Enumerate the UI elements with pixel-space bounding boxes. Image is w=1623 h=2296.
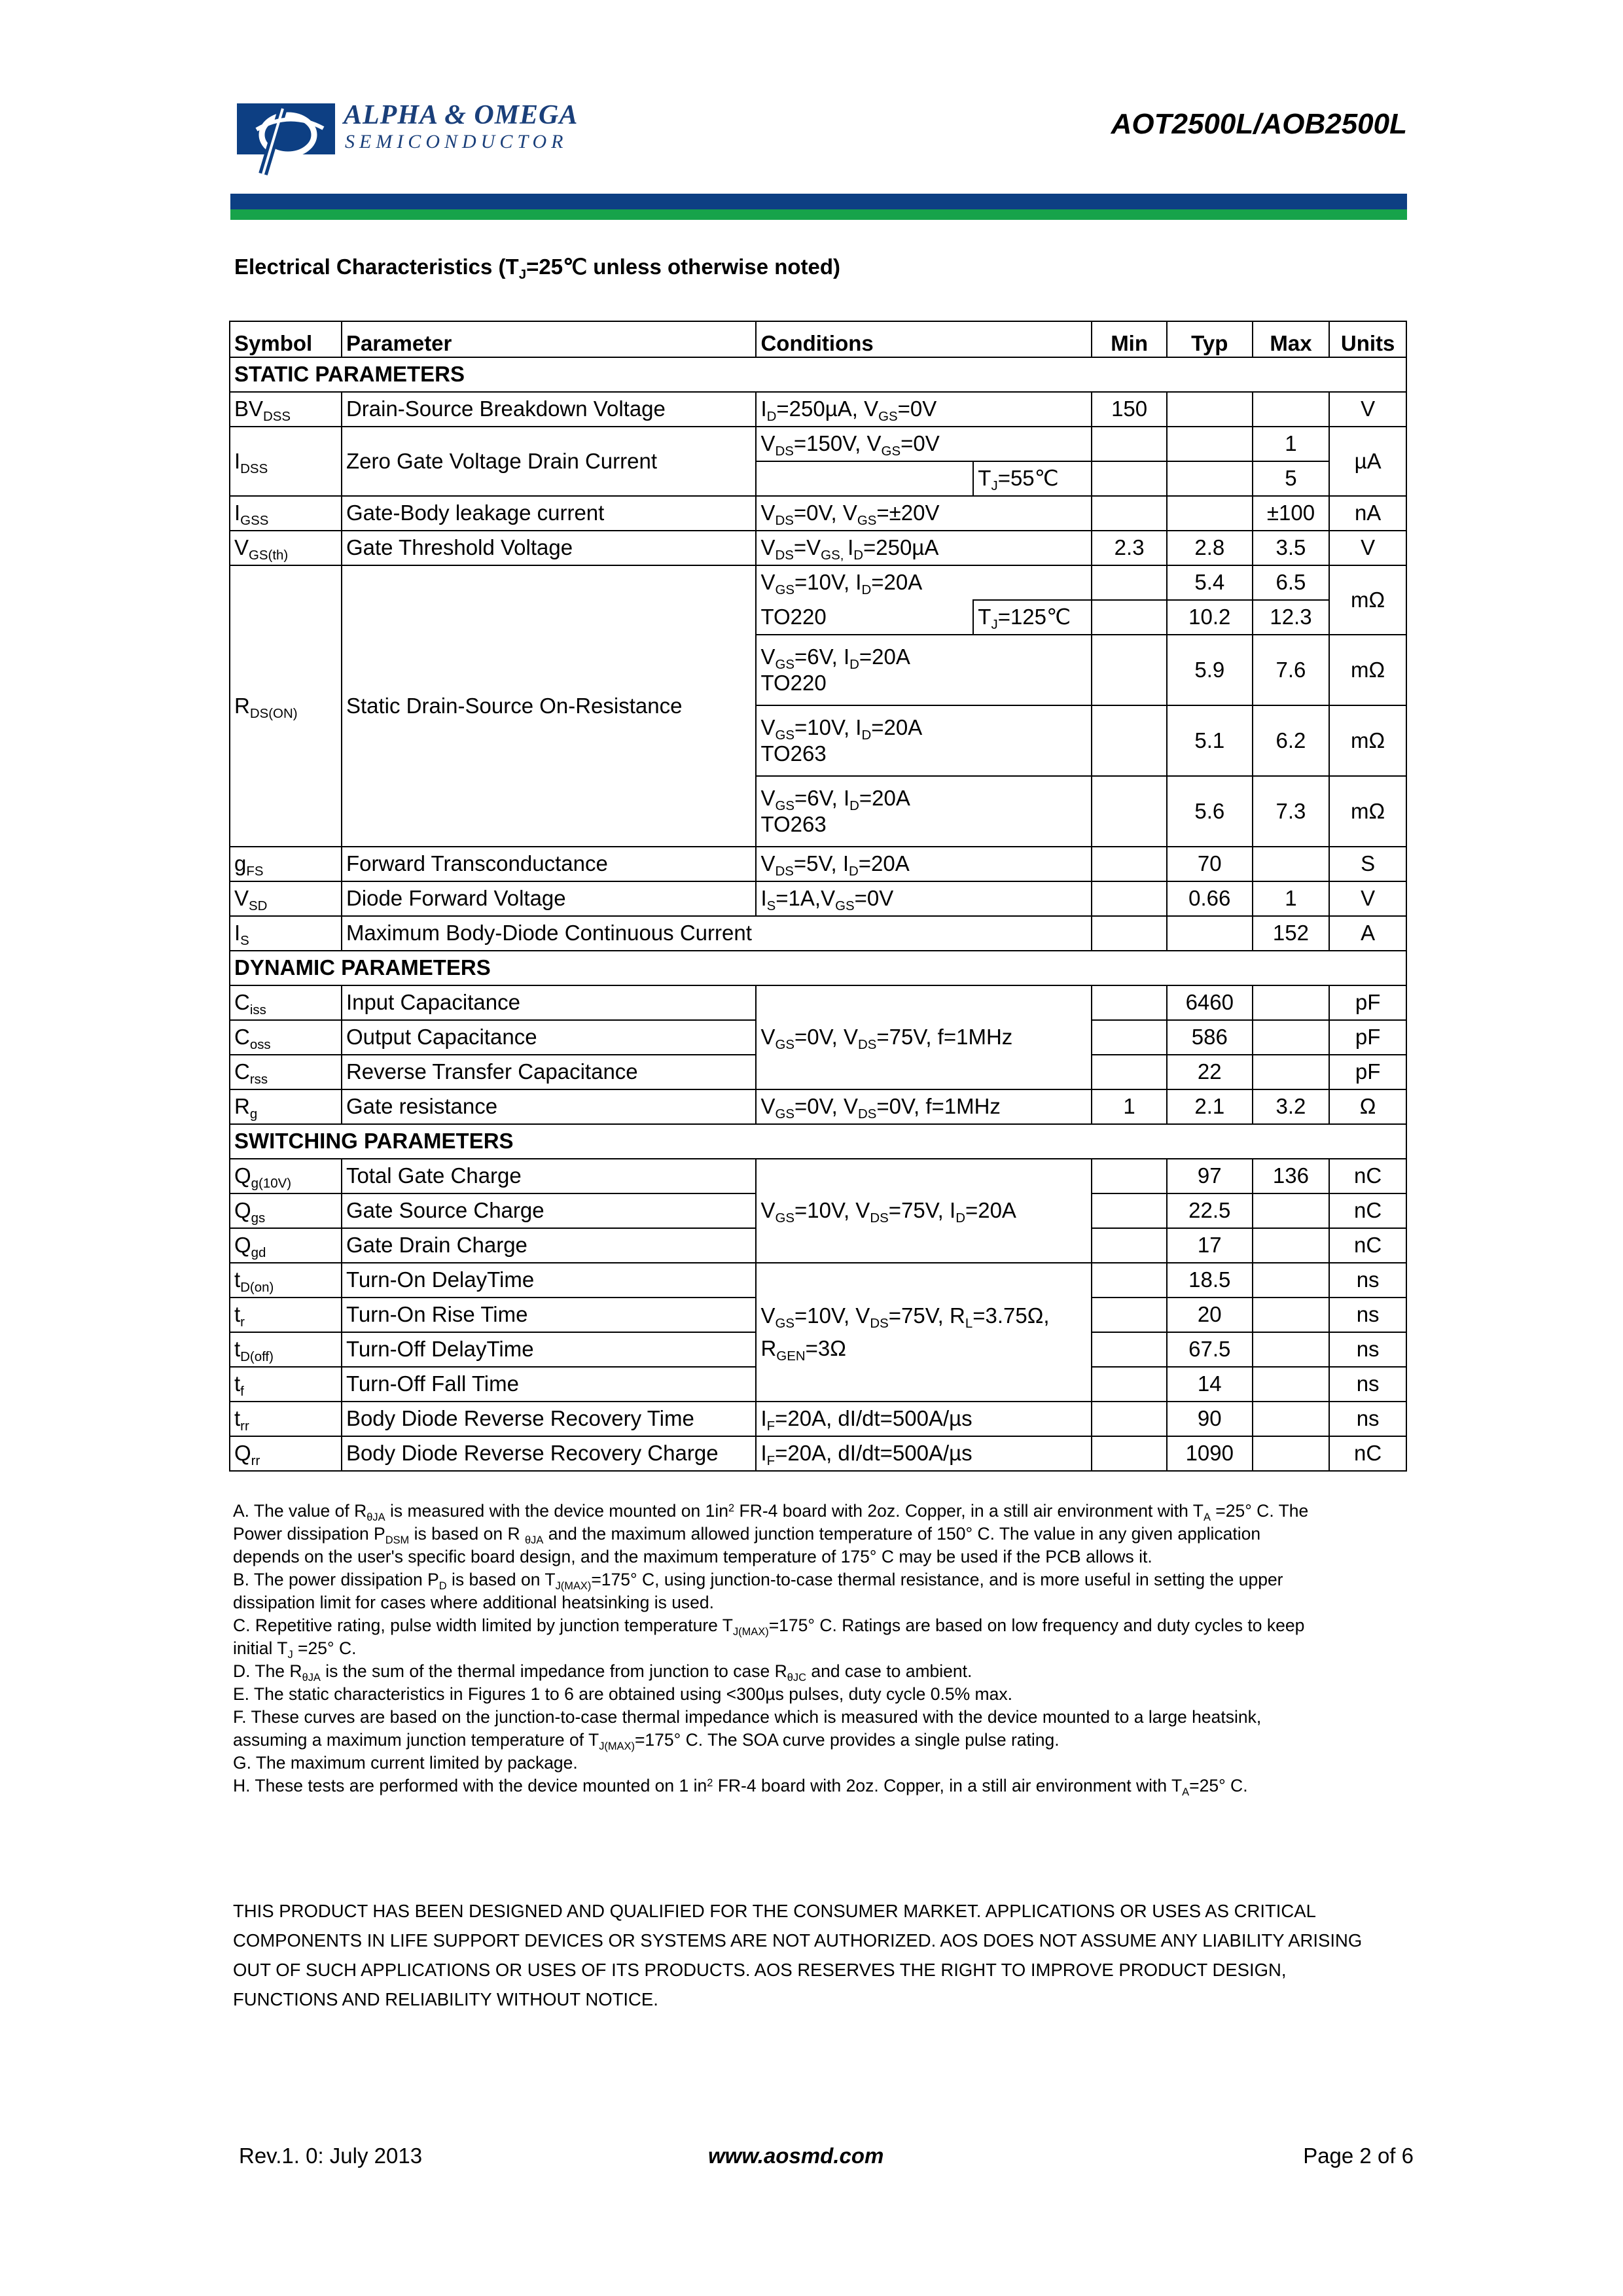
parameter-cell: Input Capacitance [342, 985, 757, 1020]
typ-cell: 14 [1167, 1367, 1253, 1402]
conditions-cell: $V_{GS}=10V$, $V_{DS}=75V$, $R_L=3.75\Omega$, $R_{GEN}=3\Omega$ [756, 1263, 1092, 1402]
parameter-cell: Body Diode Reverse Recovery Charge [342, 1436, 757, 1471]
note-a-line-2: Power dissipation $P_{DSM}$ is based on R $_{\theta JA}$ and the maximum allowed junction temperature of 150° C. The value in any given application [233, 1524, 1261, 1546]
max-cell [1253, 847, 1330, 881]
conditions-cell: $V_{GS}=0V$, $V_{DS}=75V$, f=1MHz [756, 985, 1092, 1089]
units-cell: pF [1329, 1055, 1406, 1089]
min-cell [1092, 565, 1167, 600]
max-cell [1253, 1020, 1330, 1055]
symbol-cell: $C_{iss}$ [230, 985, 342, 1020]
units-cell: S [1329, 847, 1406, 881]
conditions-package-cell: TO220 [756, 670, 1092, 705]
header-max: Max [1253, 321, 1330, 357]
parameter-cell: Body Diode Reverse Recovery Time [342, 1402, 757, 1436]
parameter-cell: Forward Transconductance [342, 847, 757, 881]
symbol-cell: $t_{D(off)}$ [230, 1332, 342, 1367]
symbol-cell: $I_{DSS}$ [230, 427, 342, 496]
footer-page-number: Page 2 of 6 [1303, 2144, 1414, 2168]
units-cell: A [1329, 916, 1406, 951]
typ-cell: 5.4 [1167, 565, 1253, 600]
typ-cell: 90 [1167, 1402, 1253, 1436]
conditions-temp-cell: $T_J=55℃$ [973, 461, 1092, 496]
units-cell: mΩ [1329, 565, 1406, 635]
conditions-cell: $V_{GS}=6V$, $I_D=20A$ [756, 776, 1092, 811]
typ-cell: 22.5 [1167, 1193, 1253, 1228]
typ-cell: 67.5 [1167, 1332, 1253, 1367]
max-cell [1253, 1298, 1330, 1332]
symbol-cell: $t_{rr}$ [230, 1402, 342, 1436]
disclaimer-line: THIS PRODUCT HAS BEEN DESIGNED AND QUALIFIED FOR THE CONSUMER MARKET. APPLICATIONS OR USES AS CRITICAL [233, 1901, 1316, 1921]
max-cell [1253, 1228, 1330, 1263]
max-cell: 152 [1253, 916, 1330, 951]
note-a-line-3: depends on the user's specific board design, and the maximum temperature of 175° C may be used if the PCB allows it. [233, 1547, 1152, 1566]
min-cell [1092, 496, 1167, 531]
parameter-cell: Static Drain-Source On-Resistance [342, 565, 757, 847]
symbol-cell: $t_f$ [230, 1367, 342, 1402]
typ-cell [1167, 427, 1253, 461]
table-row-igss [230, 496, 1406, 531]
symbol-cell: $t_{D(on)}$ [230, 1263, 342, 1298]
typ-cell: 70 [1167, 847, 1253, 881]
typ-cell: 17 [1167, 1228, 1253, 1263]
max-cell: 7.3 [1253, 776, 1330, 847]
symbol-cell: $C_{rss}$ [230, 1055, 342, 1089]
note-b-line-1: B. The power dissipation $P_D$ is based on $T_{J(MAX)}=175^\circ$ C, using junction-to-case thermal resistance, and is more useful in setting the upper [233, 1570, 1283, 1592]
max-cell: 6.2 [1253, 705, 1330, 776]
part-number-title: AOT2500L/AOB2500L [1111, 108, 1407, 140]
table-row-tdon [230, 1263, 1406, 1298]
min-cell [1092, 1436, 1167, 1471]
typ-cell [1167, 392, 1253, 427]
min-cell: 2.3 [1092, 531, 1167, 565]
header-parameter: Parameter [342, 321, 757, 357]
parameter-cell: Turn-Off Fall Time [342, 1367, 757, 1402]
units-cell: nC [1329, 1193, 1406, 1228]
symbol-cell: $I_S$ [230, 916, 342, 951]
conditions-cell: $I_F=20A$, dI/dt=500A/µs [756, 1402, 1092, 1436]
footer-website-link[interactable]: www.aosmd.com [708, 2144, 884, 2168]
table-row-bvdss [230, 392, 1406, 427]
note-d: D. The $R_{\theta JA}$ is the sum of the thermal impedance from junction to case $R_{\theta JC}$ and case to ambient. [233, 1661, 972, 1684]
min-cell [1092, 916, 1167, 951]
typ-cell: 5.6 [1167, 776, 1253, 847]
max-cell [1253, 1193, 1330, 1228]
parameter-cell: Turn-Off DelayTime [342, 1332, 757, 1367]
table-row-rdson-1 [230, 565, 1406, 600]
note-a-line-1: A. The value of $R_{\theta JA}$ is measured with the device mounted on $1in^2$ FR-4 board with 2oz. Copper, in a still air environment with $T_A =25^\circ$ C. The [233, 1501, 1309, 1523]
company-subtitle: SEMICONDUCTOR [345, 131, 568, 152]
min-cell [1092, 1055, 1167, 1089]
min-cell [1092, 985, 1167, 1020]
section-row-dynamic [230, 951, 1406, 985]
conditions-cell: $V_{GS}=10V$, $V_{DS}=75V$, $I_D=20A$ [756, 1159, 1092, 1263]
symbol-cell: $g_{FS}$ [230, 847, 342, 881]
conditions-cell: $V_{DS}=5V$, $I_D=20A$ [756, 847, 1092, 881]
units-cell: ns [1329, 1367, 1406, 1402]
table-header-row [230, 321, 1406, 357]
symbol-cell: $R_{DS(ON)}$ [230, 565, 342, 847]
min-cell [1092, 461, 1167, 496]
note-h: H. These tests are performed with the device mounted on 1 $in^2$ FR-4 board with 2oz. Copper, in a still air environment with $T_A=25^\circ$ C. [233, 1776, 1248, 1798]
header-typ: Typ [1167, 321, 1253, 357]
units-cell: ns [1329, 1298, 1406, 1332]
typ-cell: 22 [1167, 1055, 1253, 1089]
conditions-package-cell: TO263 [756, 741, 1092, 776]
max-cell [1253, 1263, 1330, 1298]
min-cell [1092, 1367, 1167, 1402]
max-cell [1253, 392, 1330, 427]
max-cell [1253, 1332, 1330, 1367]
symbol-cell: $Q_{gs}$ [230, 1193, 342, 1228]
table-row-trr [230, 1402, 1406, 1436]
conditions-cell: $I_S=1A,V_{GS}=0V$ [756, 881, 1092, 916]
table-row-rg [230, 1089, 1406, 1124]
parameter-cell: Turn-On DelayTime [342, 1263, 757, 1298]
min-cell [1092, 1020, 1167, 1055]
parameter-cell: Gate-Body leakage current [342, 496, 757, 531]
disclaimer-line: OUT OF SUCH APPLICATIONS OR USES OF ITS PRODUCTS. AOS RESERVES THE RIGHT TO IMPROVE PRODUCT DESIGN, [233, 1960, 1287, 1980]
section-row-static [230, 357, 1406, 392]
units-cell: nC [1329, 1159, 1406, 1193]
units-cell: Ω [1329, 1089, 1406, 1124]
disclaimer [233, 1896, 1411, 2014]
symbol-cell: $Q_{g(10V)}$ [230, 1159, 342, 1193]
parameter-cell: Output Capacitance [342, 1020, 757, 1055]
header-units: Units [1329, 321, 1406, 357]
parameter-cell: Gate Source Charge [342, 1193, 757, 1228]
units-cell: ns [1329, 1402, 1406, 1436]
alpha-omega-logo-icon [237, 103, 335, 175]
disclaimer-line: COMPONENTS IN LIFE SUPPORT DEVICES OR SYSTEMS ARE NOT AUTHORIZED. AOS DOES NOT ASSUME ANY LIABILITY ARISING [233, 1930, 1363, 1951]
max-cell: 12.3 [1253, 600, 1330, 635]
conditions-cell: $V_{GS}=10V$, $I_D=20A$ [756, 565, 1092, 600]
symbol-cell: $V_{GS(th)}$ [230, 531, 342, 565]
min-cell [1092, 600, 1167, 635]
electrical-characteristics-table [229, 321, 1407, 1472]
header-symbol: Symbol [230, 321, 342, 357]
footer-revision: Rev.1. 0: July 2013 [239, 2144, 423, 2168]
typ-cell: 2.8 [1167, 531, 1253, 565]
conditions-temp-cell: $T_J=125℃$ [973, 600, 1092, 635]
table-row-qrr [230, 1436, 1406, 1471]
typ-cell: 97 [1167, 1159, 1253, 1193]
typ-cell: 20 [1167, 1298, 1253, 1332]
typ-cell: 0.66 [1167, 881, 1253, 916]
units-cell: mΩ [1329, 776, 1406, 847]
typ-cell: 18.5 [1167, 1263, 1253, 1298]
units-cell: nC [1329, 1436, 1406, 1471]
conditions-cell: $V_{DS}=0V$, $V_{GS}=\pm 20V$ [756, 496, 1092, 531]
symbol-cell: $Q_{gd}$ [230, 1228, 342, 1263]
note-b-line-2: dissipation limit for cases where additional heatsinking is used. [233, 1593, 715, 1612]
conditions-package-cell: TO263 [756, 811, 1092, 847]
header-band-blue [230, 194, 1407, 209]
units-cell: ns [1329, 1263, 1406, 1298]
symbol-cell: $I_{GSS}$ [230, 496, 342, 531]
conditions-cell: $V_{DS}=V_{GS,}$ $I_D=250\mu A$ [756, 531, 1092, 565]
max-cell [1253, 1055, 1330, 1089]
min-cell [1092, 1193, 1167, 1228]
header-conditions: Conditions [756, 321, 1092, 357]
units-cell: pF [1329, 1020, 1406, 1055]
symbol-cell: $C_{oss}$ [230, 1020, 342, 1055]
disclaimer-line: FUNCTIONS AND RELIABILITY WITHOUT NOTICE. [233, 1989, 658, 2009]
units-cell: pF [1329, 985, 1406, 1020]
parameter-cell: Total Gate Charge [342, 1159, 757, 1193]
max-cell [1253, 1436, 1330, 1471]
table-row-idss [230, 427, 1406, 461]
typ-cell: 5.9 [1167, 635, 1253, 705]
max-cell: 5 [1253, 461, 1330, 496]
min-cell [1092, 847, 1167, 881]
typ-cell: 1090 [1167, 1436, 1253, 1471]
parameter-cell: Drain-Source Breakdown Voltage [342, 392, 757, 427]
conditions-cell: $I_F=20A$, dI/dt=500A/µs [756, 1436, 1092, 1471]
conditions-cell: $V_{GS}=6V$, $I_D=20A$ [756, 635, 1092, 670]
parameter-cell: Maximum Body-Diode Continuous Current [342, 916, 1092, 951]
max-cell: 6.5 [1253, 565, 1330, 600]
min-cell [1092, 1228, 1167, 1263]
company-name: ALPHA & OMEGA [344, 100, 579, 130]
parameter-cell: Diode Forward Voltage [342, 881, 757, 916]
max-cell [1253, 985, 1330, 1020]
conditions-cell: $V_{DS}=150V$, $V_{GS}=0V$ [756, 427, 1092, 461]
max-cell: 1 [1253, 427, 1330, 461]
table-row-vsd [230, 881, 1406, 916]
footnotes [233, 1500, 1411, 1797]
header-min: Min [1092, 321, 1167, 357]
symbol-cell: $Q_{rr}$ [230, 1436, 342, 1471]
note-f-line-1: F. These curves are based on the junction-to-case thermal impedance which is measured with the device mounted to a large heatsink, [233, 1707, 1262, 1727]
units-cell: V [1329, 881, 1406, 916]
units-cell: nC [1329, 1228, 1406, 1263]
parameter-cell: Gate resistance [342, 1089, 757, 1124]
note-c-line-2: initial $T_J =25^\circ$ C. [233, 1638, 357, 1661]
min-cell [1092, 776, 1167, 847]
units-cell: mΩ [1329, 705, 1406, 776]
note-f-line-2: assuming a maximum junction temperature of $T_{J(MAX)}=175^\circ$ C. The SOA curve provides a single pulse rating. [233, 1730, 1060, 1752]
max-cell: 7.6 [1253, 635, 1330, 705]
max-cell [1253, 1367, 1330, 1402]
max-cell: 136 [1253, 1159, 1330, 1193]
conditions-cell: $V_{GS}=10V$, $I_D=20A$ [756, 705, 1092, 741]
conditions-cell: $V_{GS}=0V$, $V_{DS}=0V$, f=1MHz [756, 1089, 1092, 1124]
typ-cell [1167, 916, 1253, 951]
typ-cell: 586 [1167, 1020, 1253, 1055]
max-cell [1253, 1402, 1330, 1436]
symbol-cell: $R_g$ [230, 1089, 342, 1124]
min-cell [1092, 705, 1167, 776]
section-dynamic-title: DYNAMIC PARAMETERS [230, 951, 1406, 985]
min-cell [1092, 881, 1167, 916]
parameter-cell: Turn-On Rise Time [342, 1298, 757, 1332]
max-cell: 3.2 [1253, 1089, 1330, 1124]
units-cell: µA [1329, 427, 1406, 496]
table-row-gfs [230, 847, 1406, 881]
units-cell: ns [1329, 1332, 1406, 1367]
conditions-blank-cell [756, 461, 973, 496]
table-row-vgsth [230, 531, 1406, 565]
units-cell: V [1329, 531, 1406, 565]
parameter-cell: Reverse Transfer Capacitance [342, 1055, 757, 1089]
parameter-cell: Gate Drain Charge [342, 1228, 757, 1263]
symbol-cell: $t_r$ [230, 1298, 342, 1332]
table-row-is [230, 916, 1406, 951]
conditions-package-cell: TO220 [756, 600, 973, 635]
min-cell [1092, 1332, 1167, 1367]
max-cell: 3.5 [1253, 531, 1330, 565]
min-cell [1092, 1263, 1167, 1298]
conditions-cell: $I_D=250\mu A$, $V_{GS}=0V$ [756, 392, 1092, 427]
min-cell [1092, 427, 1167, 461]
typ-cell [1167, 461, 1253, 496]
note-c-line-1: C. Repetitive rating, pulse width limited by junction temperature $T_{J(MAX)}=175^\circ$ C. Ratings are based on low frequency and duty cycles to keep [233, 1616, 1305, 1638]
typ-cell: 5.1 [1167, 705, 1253, 776]
note-g: G. The maximum current limited by package. [233, 1753, 578, 1773]
symbol-cell: $BV_{DSS}$ [230, 392, 342, 427]
min-cell [1092, 1402, 1167, 1436]
units-cell: V [1329, 392, 1406, 427]
table-row-ciss [230, 985, 1406, 1020]
note-e: E. The static characteristics in Figures 1 to 6 are obtained using <300µs pulses, duty cycle 0.5% max. [233, 1684, 1012, 1704]
symbol-cell: $V_{SD}$ [230, 881, 342, 916]
table-row-qg [230, 1159, 1406, 1193]
typ-cell [1167, 496, 1253, 531]
header-band-green [230, 209, 1407, 220]
min-cell [1092, 1159, 1167, 1193]
max-cell: ±100 [1253, 496, 1330, 531]
parameter-cell: Zero Gate Voltage Drain Current [342, 427, 757, 496]
units-cell: nA [1329, 496, 1406, 531]
typ-cell: 6460 [1167, 985, 1253, 1020]
section-row-switching [230, 1124, 1406, 1159]
section-static-title: STATIC PARAMETERS [230, 357, 1406, 392]
typ-cell: 10.2 [1167, 600, 1253, 635]
min-cell [1092, 1298, 1167, 1332]
min-cell: 1 [1092, 1089, 1167, 1124]
section-title: Electrical Characteristics ($T_J=25℃$ unless otherwise noted) [234, 255, 841, 283]
units-cell: mΩ [1329, 635, 1406, 705]
min-cell [1092, 635, 1167, 705]
typ-cell: 2.1 [1167, 1089, 1253, 1124]
max-cell: 1 [1253, 881, 1330, 916]
parameter-cell: Gate Threshold Voltage [342, 531, 757, 565]
min-cell: 150 [1092, 392, 1167, 427]
section-switching-title: SWITCHING PARAMETERS [230, 1124, 1406, 1159]
